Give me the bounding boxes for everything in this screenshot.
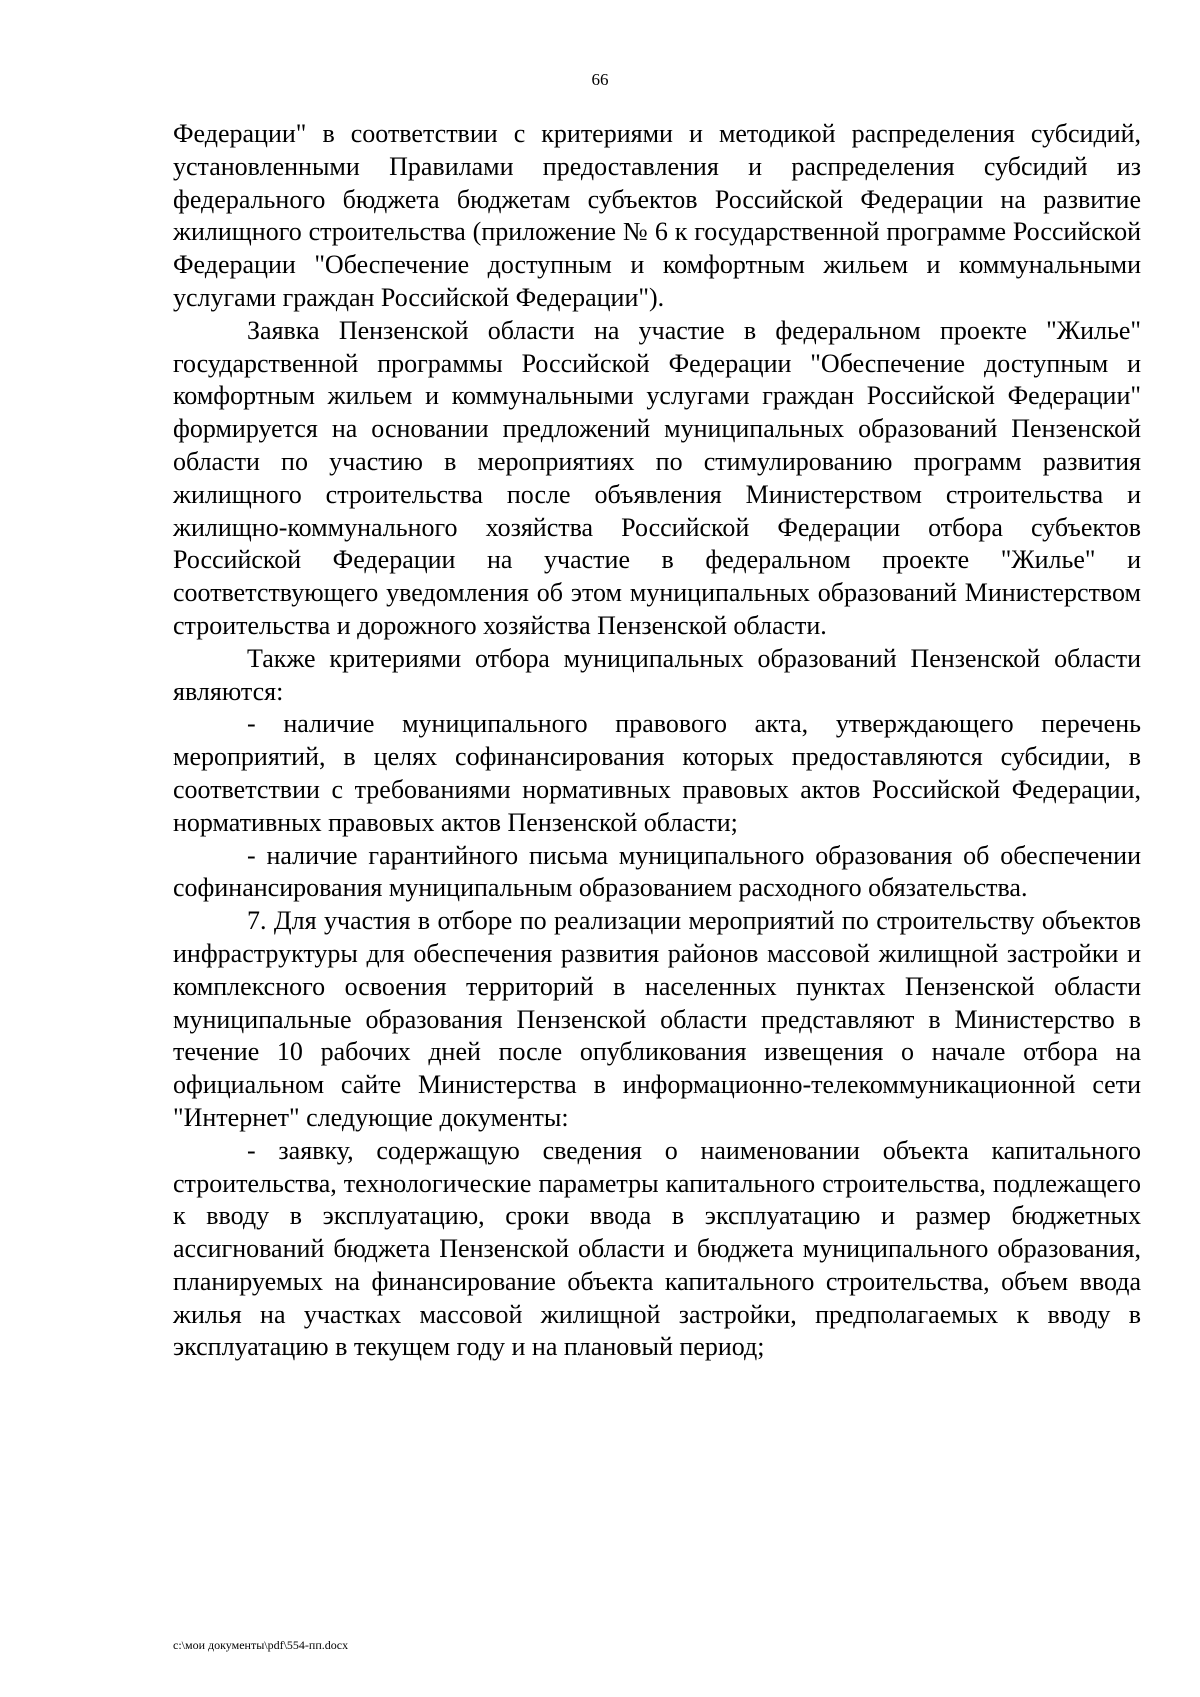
footer-file-path: c:\мои документы\pdf\554-пп.docx [173,1638,349,1652]
list-item-guarantee-letter: - наличие гарантийного письма муниципального образования об обеспечении софинансирования муниципальным образованием расходного обязательства. [173,840,1141,903]
list-item-legal-act: - наличие муниципального правового акта, утверждающего перечень мероприятий, в целях софинансирования которых предоставляются субсидии, в соответствии с требованиями нормативных правовых актов Российской Федерации, нормативных правовых актов Пензенской области; [173,709,1141,837]
list-item-application-info: - заявку, содержащую сведения о наименовании объекта капитального строительства, технологические параметры капитального строительства, подлежащего к вводу в эксплуатацию, сроки ввода в эксплуатацию и размер бюджетных ассигнований бюджета Пензенской области и бюджета муниципального образования, планируемых на финансирование объекта капитального строительства, объем ввода жилья на участках массовой жилищной застройки, предполагаемых к вводу в эксплуатацию в текущем году и на плановый период; [173,1135,1141,1362]
document-body [173,118,1141,1364]
paragraph-application: Заявка Пензенской области на участие в федеральном проекте "Жилье" государственной программы Российской Федерации "Обеспечение доступным и комфортным жильем и коммунальными услугами граждан Российской Федерации" формируется на основании предложений муниципальных образований Пензенской области по участию в мероприятиях по стимулированию программ развития жилищного строительства после объявления Министерством строительства и жилищно-коммунального хозяйства Российской Федерации отбора субъектов Российской Федерации на участие в федеральном проекте "Жилье" и соответствующего уведомления об этом муниципальных образований Министерством строительства и дорожного хозяйства Пензенской области. [173,315,1141,640]
paragraph-continuation: Федерации" в соответствии с критериями и методикой распределения субсидий, установленными Правилами предоставления и распределения субсидий из федерального бюджета бюджетам субъектов Российской Федерации на развитие жилищного строительства (приложение № 6 к государственной программе Российской Федерации "Обеспечение доступным и комфортным жильем и коммунальными услугами граждан Российской Федерации"). [173,119,1141,312]
paragraph-section-7: 7. Для участия в отборе по реализации мероприятий по строительству объектов инфраструктуры для обеспечения развития районов массовой жилищной застройки и комплексного освоения территорий в населенных пунктах Пензенской области муниципальные образования Пензенской области представляют в Министерство в течение 10 рабочих дней после опубликования извещения о начале отбора на официальном сайте Министерства в информационно-телекоммуникационной сети "Интернет" следующие документы: [173,906,1141,1132]
paragraph-criteria: Также критериями отбора муниципальных образований Пензенской области являются: [173,643,1141,706]
page-number: 66 [591,70,609,89]
